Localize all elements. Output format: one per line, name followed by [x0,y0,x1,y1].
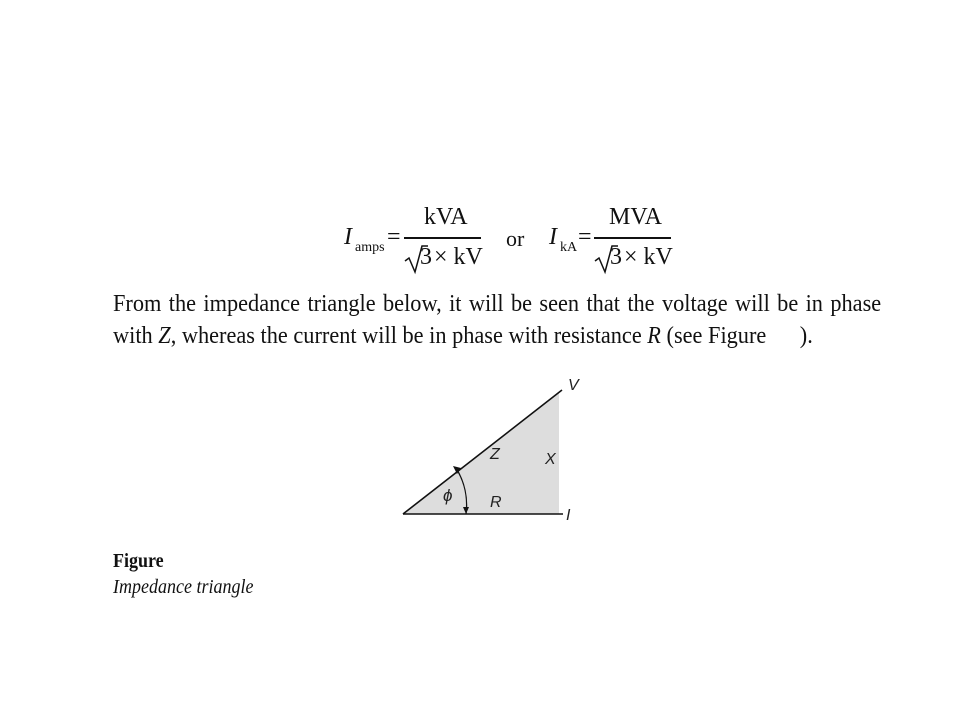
formula-left-subscript: amps [355,240,385,255]
formula-left-radicand: 3 [420,244,432,270]
label-x: X [545,451,556,468]
formula-right-symbol: I [549,224,557,250]
formula-left-denominator: × kV [434,244,483,270]
formula-left-equals: = [387,224,401,250]
paragraph-symbol-z: Z [158,323,171,349]
label-phi: ϕ [443,486,453,505]
paragraph-text: , whereas the current will be in phase with resistance [170,323,648,349]
figure-caption-title: Figure [113,550,164,572]
paragraph-text: with [113,323,159,349]
formula-right-radicand: 3 [610,244,622,270]
formula-left-symbol: I [344,224,352,250]
formula-right-equals: = [578,224,592,250]
figure-caption-subtitle: Impedance triangle [113,576,254,598]
label-v: V [568,377,579,394]
label-r: R [490,494,502,511]
paragraph-line-1: From the impedance triangle below, it will be seen that the voltage will be in phase [113,291,882,317]
formula-right-numerator: MVA [609,204,662,230]
formula-right-subscript: kA [560,240,578,255]
formula-left-numerator: kVA [424,204,468,230]
formula-right-denominator: × kV [624,244,673,270]
label-z: Z [490,446,500,463]
formula-connector: or [506,226,525,251]
paragraph-symbol-r: R [647,323,661,349]
label-i: I [566,507,571,524]
paragraph-text: (see Figure ). [660,323,813,349]
